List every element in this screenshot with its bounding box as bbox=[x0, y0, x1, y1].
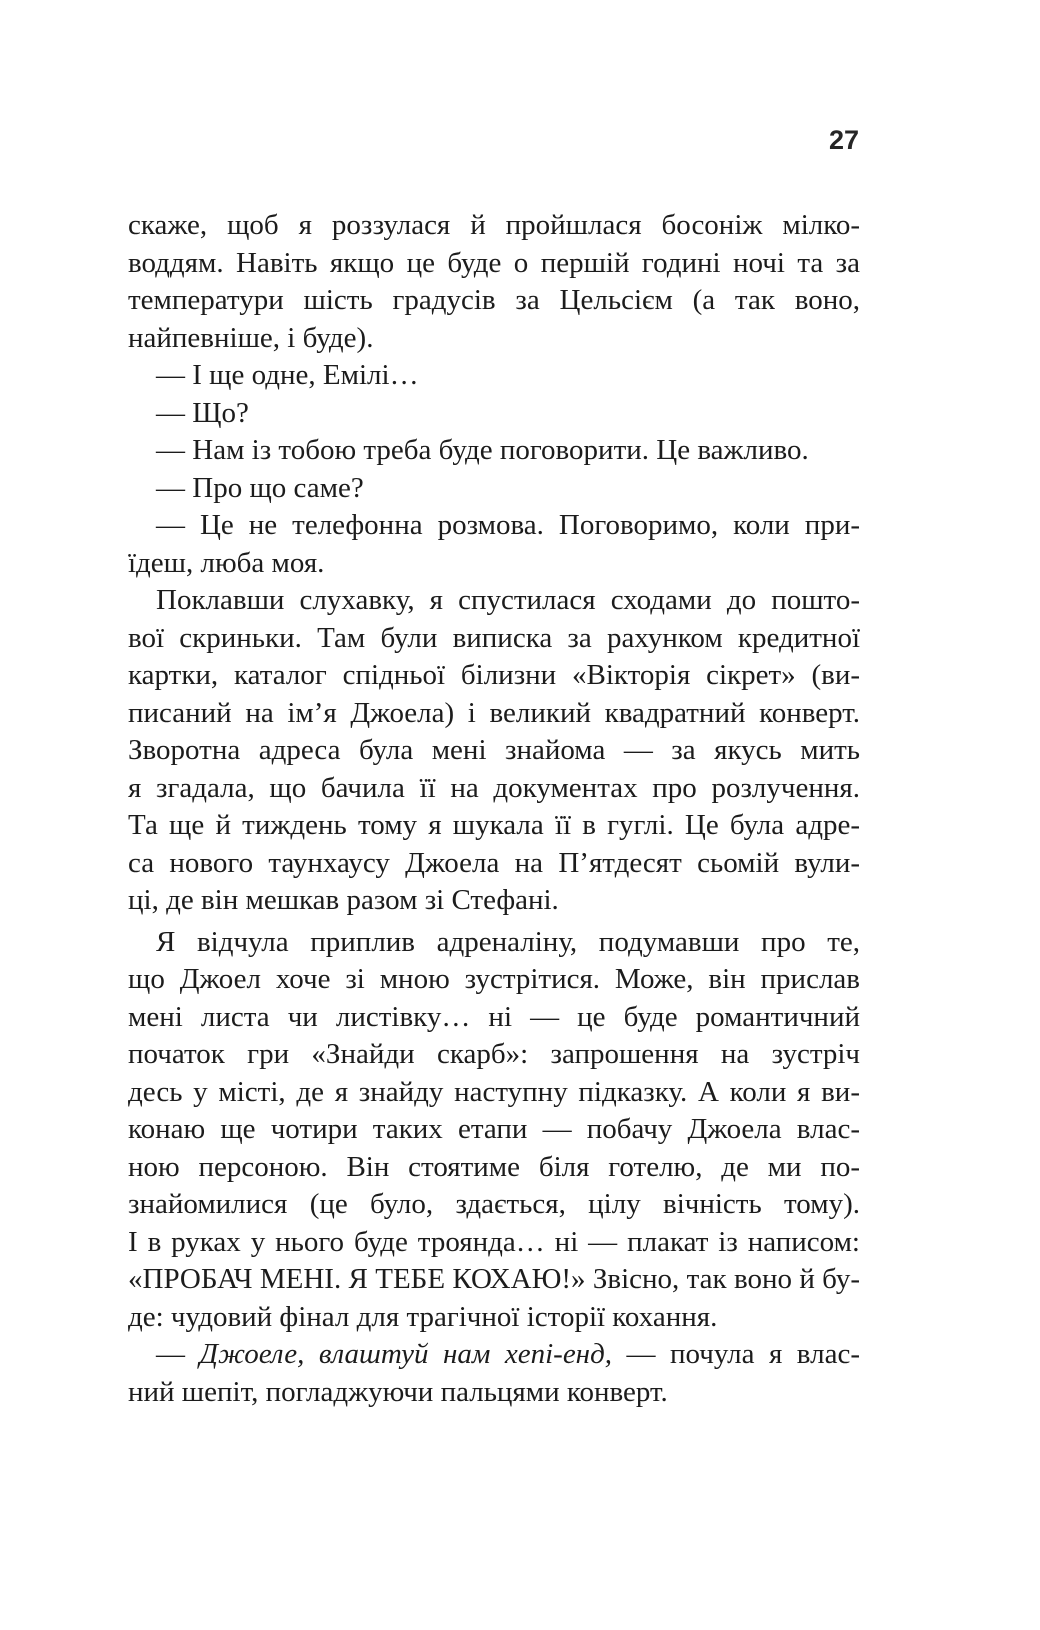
page-number: 27 bbox=[828, 125, 859, 155]
text-line-content: Зворотна адреса була мені знайома — за якусь мить bbox=[128, 734, 860, 766]
text-line-content: їдеш, люба моя. bbox=[128, 546, 325, 579]
text-line bbox=[128, 732, 860, 770]
text-line-content: скаже, щоб я роззулася й пройшлася босоніж мілко- bbox=[128, 209, 860, 241]
text-line-content: знайомилися (це було, здається, цілу вічність тому). bbox=[128, 1188, 860, 1220]
text-line bbox=[128, 807, 860, 845]
paragraph bbox=[128, 470, 860, 508]
text-line bbox=[128, 1336, 860, 1374]
text-line bbox=[128, 395, 860, 433]
text-line bbox=[128, 999, 860, 1037]
paragraph bbox=[128, 357, 860, 395]
text-line-content: — Що? bbox=[156, 396, 249, 429]
paragraph bbox=[128, 207, 860, 357]
text-line bbox=[128, 1374, 860, 1412]
text-line-content: — Джоеле, влаштуй нам хепі-енд, — почула я влас- bbox=[156, 1338, 860, 1370]
text-line-content: Та ще й тиждень тому я шукала її в гуглі. Це була адре- bbox=[128, 809, 860, 841]
text-line bbox=[128, 582, 860, 620]
text-line-content: «ПРОБАЧ МЕНІ. Я ТЕБЕ КОХАЮ!» Звісно, так воно й бу- bbox=[128, 1263, 860, 1295]
text-line-content: де: чудовий фінал для трагічної історії кохання. bbox=[128, 1300, 718, 1333]
text-line-content: картки, каталог спідньої білизни «Вікторія сікрет» (ви- bbox=[128, 659, 860, 691]
text-line-content: — Це не телефонна розмова. Поговоримо, коли при- bbox=[156, 509, 860, 541]
text-line bbox=[128, 432, 860, 470]
text-line-content: початок гри «Знайди скарб»: запрошення на зустріч bbox=[128, 1038, 860, 1070]
text-line-content: найпевніше, і буде). bbox=[128, 321, 374, 354]
text-line bbox=[128, 1036, 860, 1074]
text-line-content: я згадала, що бачила її на документах про розлучення. bbox=[128, 771, 860, 804]
text-line bbox=[128, 924, 860, 962]
text-line bbox=[128, 507, 860, 545]
text-line-content: са нового таунхаусу Джоела на П’ятдесят сьомій вули- bbox=[128, 846, 860, 879]
text-line-content: мені листа чи листівку… ні — це буде романтичний bbox=[128, 1000, 860, 1033]
text-line-content: температури шість градусів за Цельсієм (а так воно, bbox=[128, 284, 860, 316]
text-line bbox=[128, 1074, 860, 1112]
text-line bbox=[128, 282, 860, 320]
text-line bbox=[128, 470, 860, 508]
text-line bbox=[128, 845, 860, 883]
text-line bbox=[128, 1299, 860, 1337]
text-line-content: — Нам із тобою треба буде поговорити. Це важливо. bbox=[156, 434, 809, 466]
paragraph bbox=[128, 395, 860, 433]
text-line-content: що Джоел хоче зі мною зустрітися. Може, він прислав bbox=[128, 963, 860, 995]
text-line bbox=[128, 1186, 860, 1224]
text-line bbox=[128, 1111, 860, 1149]
text-line-content: ною персоною. Він стоятиме біля готелю, де ми по- bbox=[128, 1150, 860, 1183]
text-line-content: Поклавши слухавку, я спустилася сходами до пошто- bbox=[156, 584, 860, 616]
paragraph bbox=[128, 582, 860, 920]
text-line bbox=[128, 545, 860, 583]
text-line bbox=[128, 1261, 860, 1299]
text-line-content: Я відчула приплив адреналіну, подумавши про те, bbox=[156, 925, 860, 958]
paragraph bbox=[128, 1336, 860, 1411]
text-line-content: І в руках у нього буде троянда… ні — плакат із написом: bbox=[128, 1225, 860, 1258]
text-line bbox=[128, 320, 860, 358]
text-line bbox=[128, 245, 860, 283]
text-line-content: ці, де він мешкав разом зі Стефані. bbox=[128, 884, 559, 916]
text-line bbox=[128, 770, 860, 808]
paragraph bbox=[128, 924, 860, 1337]
paragraph bbox=[128, 432, 860, 470]
text-line bbox=[128, 1149, 860, 1187]
text-line bbox=[128, 882, 860, 920]
text-line bbox=[128, 357, 860, 395]
text-line bbox=[128, 207, 860, 245]
text-line bbox=[128, 620, 860, 658]
text-line-content: конаю ще чотири таких етапи — побачу Джоела влас- bbox=[128, 1113, 860, 1145]
text-line bbox=[128, 1224, 860, 1262]
text-line-content: десь у місті, де я знайду наступну підказку. А коли я ви- bbox=[128, 1075, 860, 1108]
text-line-content: писаний на ім’я Джоела) і великий квадратний конверт. bbox=[128, 696, 860, 729]
text-block bbox=[128, 207, 860, 1411]
text-line-content: воддям. Навіть якщо це буде о першій годині ночі та за bbox=[128, 246, 860, 279]
text-line-content: вої скриньки. Там були виписка за рахунком кредитної bbox=[128, 621, 860, 654]
text-line-content: ний шепіт, погладжуючи пальцями конверт. bbox=[128, 1375, 668, 1408]
text-line bbox=[128, 657, 860, 695]
text-line-content: — Про що саме? bbox=[156, 471, 364, 504]
text-line bbox=[128, 961, 860, 999]
text-line bbox=[128, 695, 860, 733]
paragraph bbox=[128, 507, 860, 582]
text-line-content: — І ще одне, Емілі… bbox=[156, 359, 419, 391]
